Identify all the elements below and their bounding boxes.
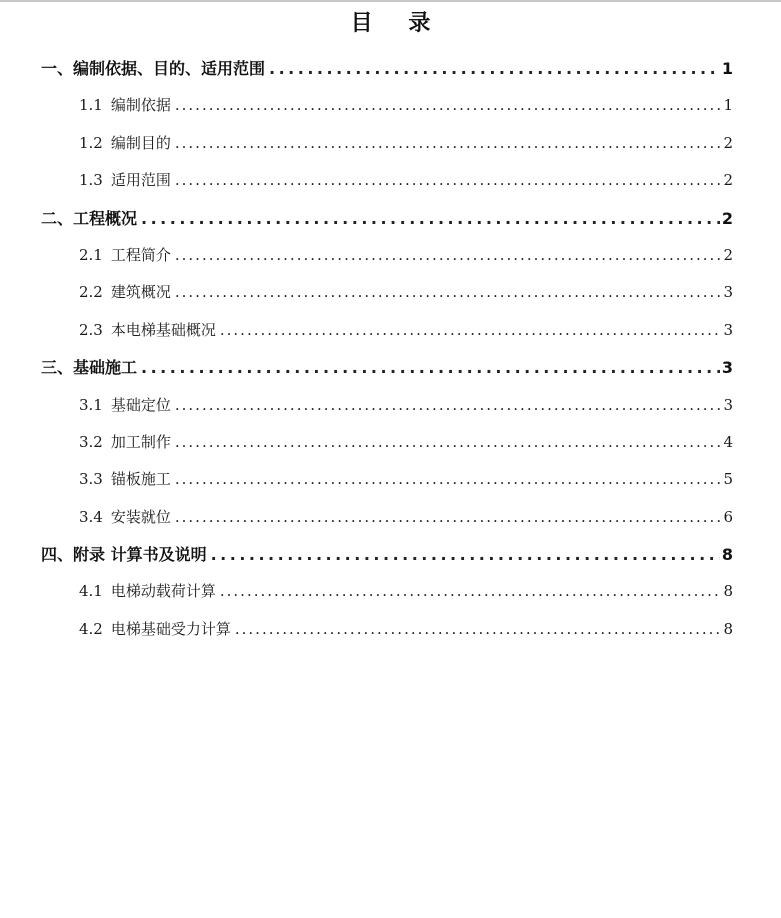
toc-section-entry[interactable] <box>0 162 781 199</box>
toc-page-number: 1 <box>723 96 733 115</box>
toc-dot-leader <box>175 424 721 461</box>
toc-page-number: 3 <box>723 320 733 339</box>
toc-page-number: 3 <box>723 395 733 414</box>
toc-chapter-entry[interactable] <box>0 349 781 386</box>
toc-section-entry[interactable] <box>0 312 781 349</box>
toc-entry-label: 编制目的 <box>110 133 171 152</box>
toc-page-number: 6 <box>723 507 733 526</box>
toc-dot-leader <box>220 573 721 610</box>
toc-section-entry[interactable] <box>0 424 781 461</box>
toc-page-number: 2 <box>721 208 733 228</box>
toc-entry-label: 编制依据 <box>110 96 171 115</box>
toc-title: 目 录 <box>350 11 445 36</box>
toc-entry-label: 四、附录 计算书及说明 <box>41 545 207 565</box>
toc-page-number: 2 <box>723 133 733 152</box>
toc-page-number: 3 <box>723 283 733 302</box>
toc-entry-number: 1.1 <box>79 96 103 115</box>
toc-entry-label: 本电梯基础概况 <box>110 320 216 339</box>
toc-dot-leader <box>175 461 721 498</box>
toc-entry-label: 二、工程概况 <box>41 208 138 228</box>
toc-entry-label: 锚板施工 <box>110 470 171 489</box>
toc-dot-leader <box>175 125 721 162</box>
toc-dot-leader <box>141 349 720 386</box>
toc-page-number: 1 <box>721 59 733 78</box>
toc-entry-label: 电梯动载荷计算 <box>110 582 216 601</box>
toc-dot-leader <box>220 312 721 349</box>
toc-page-number: 3 <box>721 358 733 378</box>
toc-chapter-entry[interactable] <box>0 50 781 87</box>
toc-chapter-entry[interactable] <box>0 536 781 573</box>
toc-entry-number: 3.3 <box>79 470 103 489</box>
toc-entry-label: 工程简介 <box>110 245 171 264</box>
toc-entry-number: 2.2 <box>79 283 103 302</box>
toc-section-entry[interactable] <box>0 87 781 124</box>
toc-entry-number: 2.1 <box>79 245 103 264</box>
toc-section-entry[interactable] <box>0 461 781 498</box>
toc-dot-leader <box>235 611 721 648</box>
toc-entry-number: 3.4 <box>79 507 103 526</box>
toc-entry-label: 一、编制依据、目的、适用范围 <box>41 59 266 78</box>
toc-chapter-entry[interactable] <box>0 200 781 237</box>
toc-dot-leader <box>175 274 721 311</box>
toc-dot-leader <box>175 499 721 536</box>
toc-entry-label: 建筑概况 <box>110 283 171 302</box>
toc-section-entry[interactable] <box>0 274 781 311</box>
toc-page-number: 2 <box>723 245 733 264</box>
toc-page-number: 8 <box>723 619 733 638</box>
toc-page-number: 4 <box>723 432 733 451</box>
toc-entry-number: 2.3 <box>79 320 103 339</box>
toc-page-number: 2 <box>723 171 733 190</box>
toc-section-entry[interactable] <box>0 125 781 162</box>
toc-entry-label: 安装就位 <box>110 507 171 526</box>
toc-dot-leader <box>175 237 721 274</box>
toc-entry-label: 加工制作 <box>110 432 171 451</box>
toc-entry-number: 4.1 <box>79 582 103 601</box>
toc-entry-number: 1.3 <box>79 171 103 190</box>
toc-dot-leader <box>269 50 720 87</box>
toc-entry-number: 3.2 <box>79 432 103 451</box>
toc-dot-leader <box>175 387 721 424</box>
toc-entry-number: 1.2 <box>79 133 103 152</box>
toc-section-entry[interactable] <box>0 237 781 274</box>
toc-section-entry[interactable] <box>0 499 781 536</box>
toc-dot-leader <box>175 162 721 199</box>
toc-page-number: 5 <box>723 470 733 489</box>
toc-entry-label: 电梯基础受力计算 <box>110 619 231 638</box>
toc-dot-leader <box>141 200 720 237</box>
toc-entry-number: 3.1 <box>79 395 103 414</box>
toc-page-number: 8 <box>721 545 733 565</box>
toc-entry-number: 4.2 <box>79 619 103 638</box>
toc-dot-leader <box>211 536 720 573</box>
toc-page-number: 8 <box>723 582 733 601</box>
toc-section-entry[interactable] <box>0 611 781 648</box>
toc-section-entry[interactable] <box>0 387 781 424</box>
toc-dot-leader <box>175 87 721 124</box>
toc-entry-label: 三、基础施工 <box>41 358 138 378</box>
toc-entry-label: 适用范围 <box>110 171 171 190</box>
toc-section-entry[interactable] <box>0 573 781 610</box>
toc-entry-label: 基础定位 <box>110 395 171 414</box>
table-of-contents <box>0 50 781 648</box>
